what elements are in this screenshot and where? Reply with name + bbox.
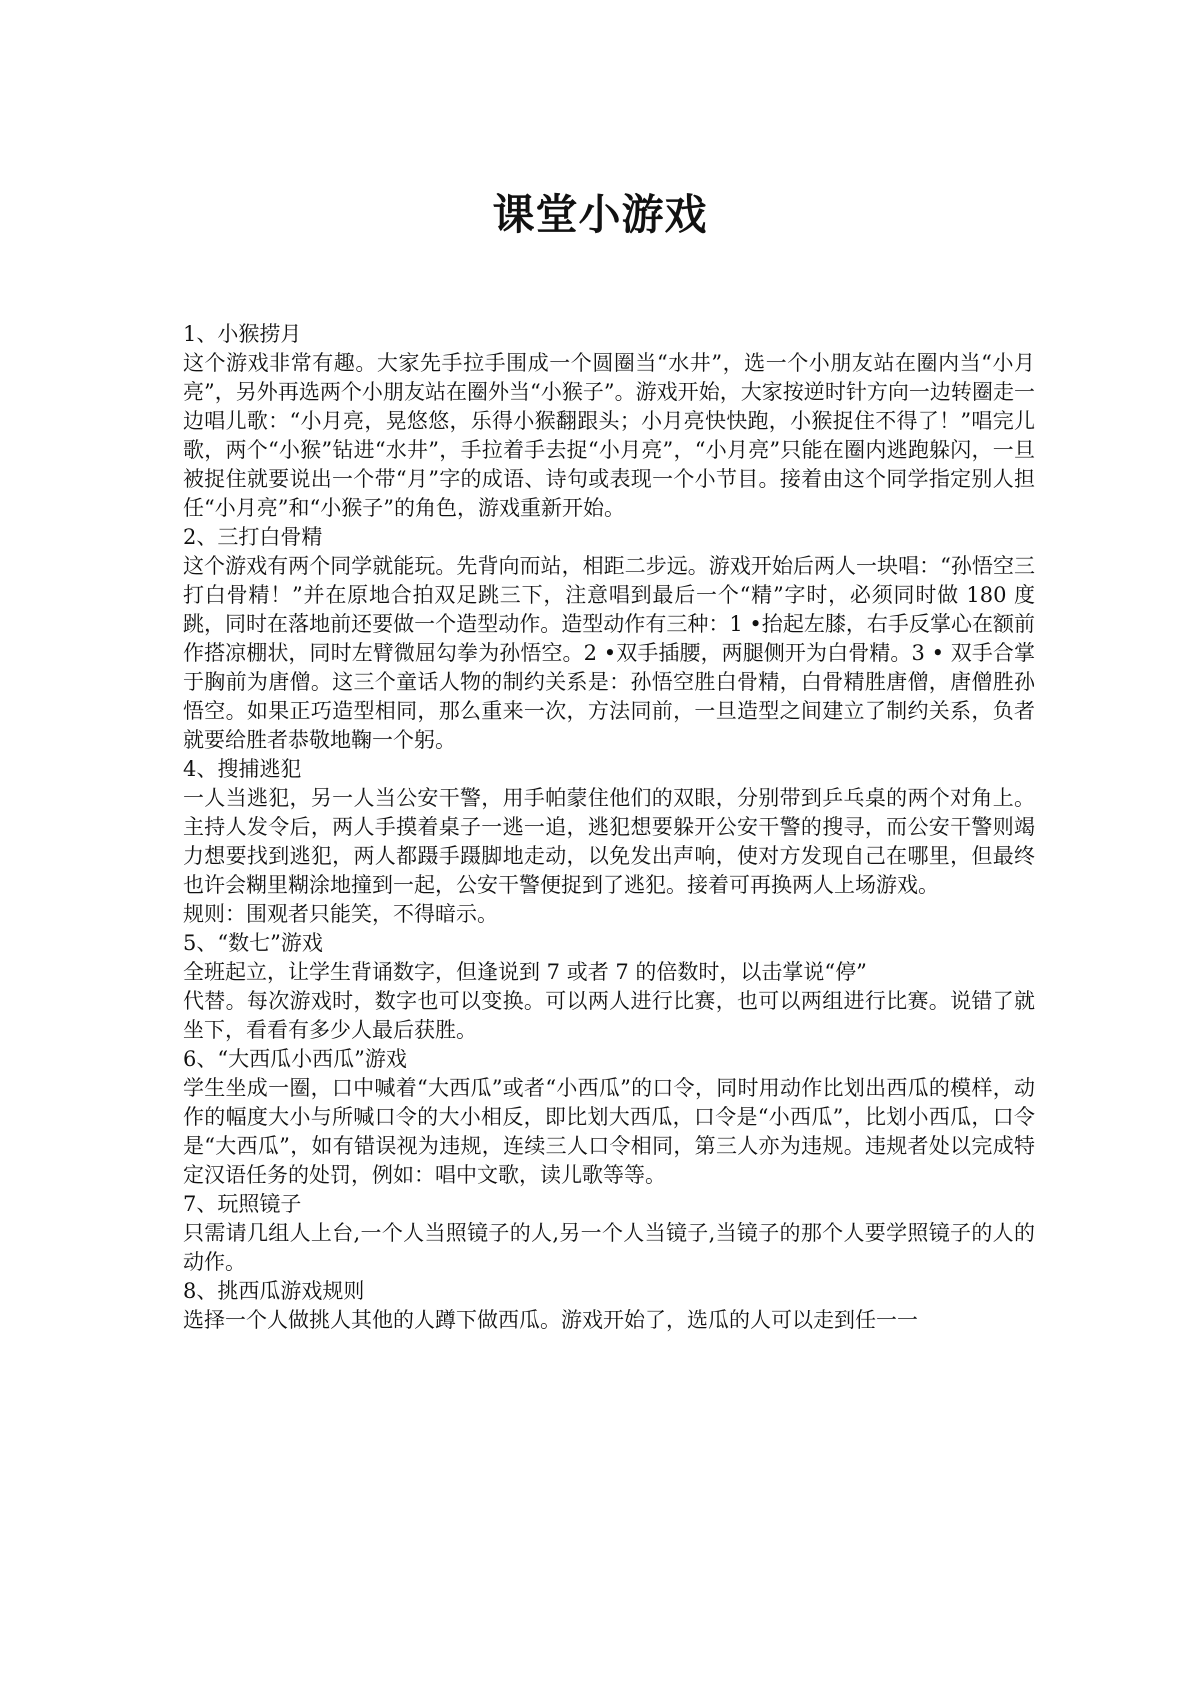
section-heading-4: 4、搜捕逃犯 xyxy=(183,757,302,781)
section-body-5-line-2: 代替。每次游戏时，数字也可以变换。可以两人进行比赛，也可以两组进行比赛。说错了就坐下，看看有多少人最后获胜。 xyxy=(183,989,1035,1042)
section-heading-7: 7、玩照镜子 xyxy=(183,1192,302,1216)
section-rule-4: 规则：围观者只能笑，不得暗示。 xyxy=(183,902,498,926)
section-body-5-line-1: 全班起立，让学生背诵数字，但逢说到 7 或者 7 的倍数时，以击掌说“停” xyxy=(183,960,867,984)
section-body-2: 这个游戏有两个同学就能玩。先背向而站，相距二步远。游戏开始后两人一块唱：“孙悟空三打白骨精！”并在原地合拍双足跳三下，注意唱到最后一个“精”字时，必须同时做 180 度跳，同时在落地前还要做一个造型动作。造型动作有三种：1 •抬起左膝，右手反掌心在额前作搭凉棚状，同时左臂微屈勾拳为孙悟空。2 •双手插腰，两腿侧开为白骨精。3 • 双手合掌于胸前为唐僧。这三个童话人物的制约关系是：孙悟空胜白骨精，白骨精胜唐僧，唐僧胜孙悟空。如果正巧造型相同，那么重来一次，方法同前，一旦造型之间建立了制约关系，负者就要给胜者恭敬地鞠一个躬。 xyxy=(183,554,1035,752)
document-title: 课堂小游戏 xyxy=(492,190,708,239)
section-heading-1: 1、小猴捞月 xyxy=(183,322,302,346)
section-body-1: 这个游戏非常有趣。大家先手拉手围成一个圆圈当“水井”，选一个小朋友站在圈内当“小月亮”，另外再选两个小朋友站在圈外当“小猴子”。游戏开始，大家按逆时针方向一边转圈走一边唱儿歌：“小月亮，晃悠悠，乐得小猴翻跟头；小月亮快快跑，小猴捉住不得了！”唱完儿歌，两个“小猴”钻进“水井”，手拉着手去捉“小月亮”，“小月亮”只能在圈内逃跑躲闪，一旦被捉住就要说出一个带“月”字的成语、诗句或表现一个小节目。接着由这个同学指定别人担任“小月亮”和“小猴子”的角色，游戏重新开始。 xyxy=(183,351,1035,520)
section-body-6: 学生坐成一圈，口中喊着“大西瓜”或者“小西瓜”的口令，同时用动作比划出西瓜的模样，动作的幅度大小与所喊口令的大小相反，即比划大西瓜，口令是“小西瓜”，比划小西瓜，口令是“大西瓜”，如有错误视为违规，连续三人口令相同，第三人亦为违规。违规者处以完成特定汉语任务的处罚，例如：唱中文歌，读儿歌等等。 xyxy=(183,1076,1035,1187)
section-heading-5: 5、“数七”游戏 xyxy=(183,931,323,955)
section-heading-6: 6、“大西瓜小西瓜”游戏 xyxy=(183,1047,407,1071)
section-body-7: 只需请几组人上台,一个人当照镜子的人,另一个人当镜子,当镜子的那个人要学照镜子的人的动作。 xyxy=(183,1221,1035,1274)
section-body-8: 选择一个人做挑人其他的人蹲下做西瓜。游戏开始了，选瓜的人可以走到任一一 xyxy=(183,1308,918,1332)
section-body-4: 一人当逃犯，另一人当公安干警，用手帕蒙住他们的双眼，分别带到乒乓桌的两个对角上。主持人发令后，两人手摸着桌子一逃一追，逃犯想要躲开公安干警的搜寻，而公安干警则竭力想要找到逃犯，两人都蹑手蹑脚地走动，以免发出声响，使对方发现自己在哪里，但最终也许会糊里糊涂地撞到一起，公安干警便捉到了逃犯。接着可再换两人上场游戏。 xyxy=(183,786,1035,897)
document-body xyxy=(183,320,1035,1335)
section-heading-2: 2、三打白骨精 xyxy=(183,525,323,549)
section-heading-8: 8、挑西瓜游戏规则 xyxy=(183,1279,365,1303)
